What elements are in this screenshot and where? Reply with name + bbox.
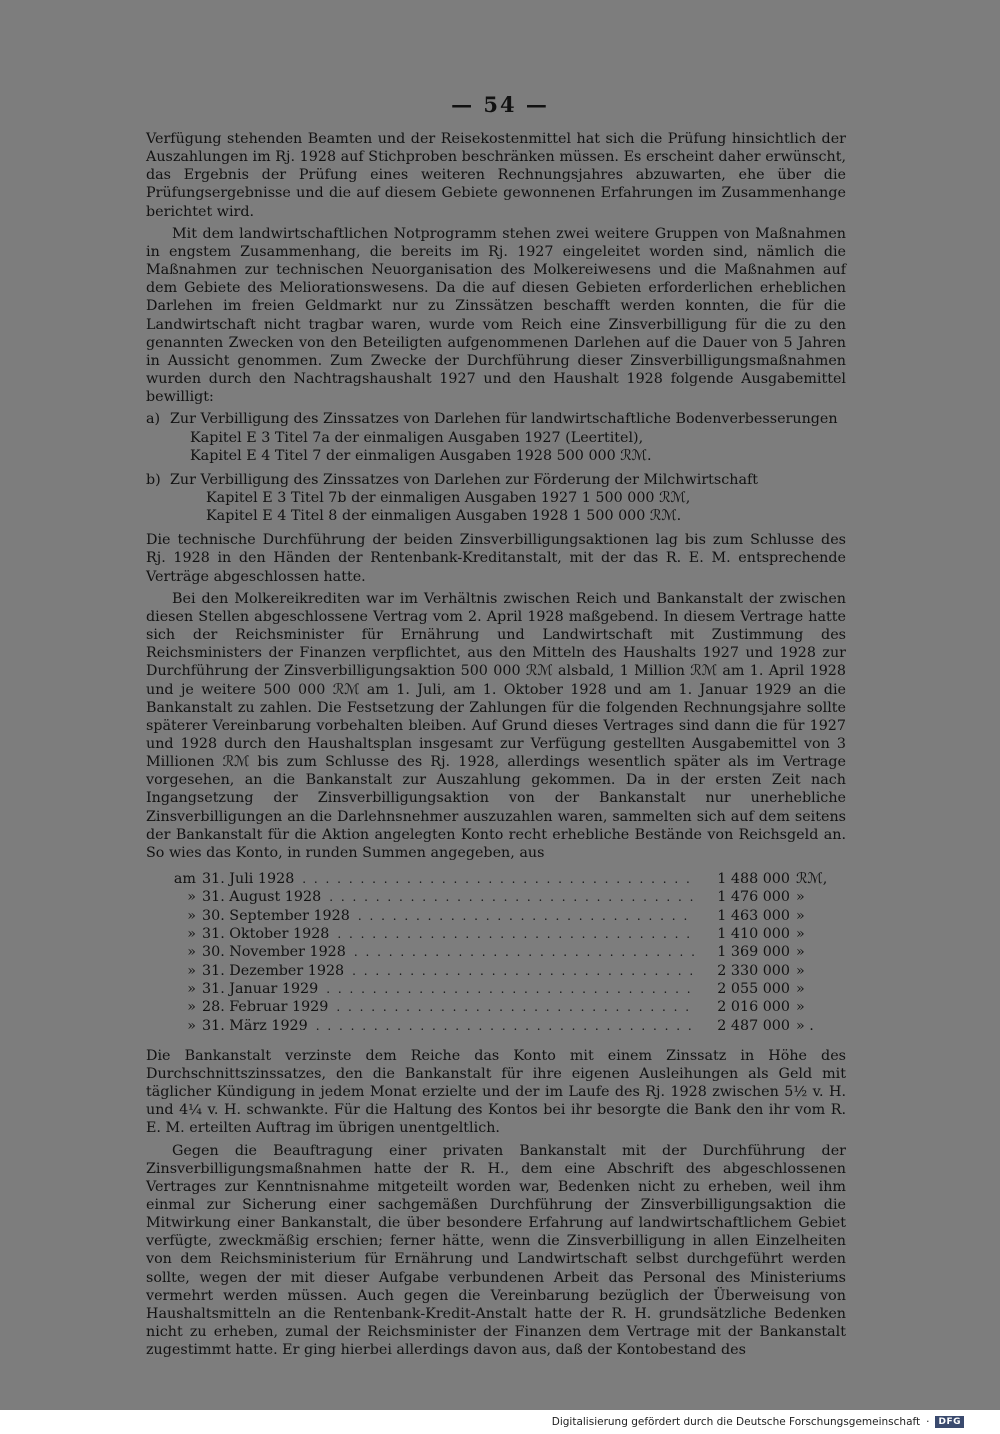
row-amount: 2 016 000: [717, 999, 790, 1016]
row-amount: 1 369 000: [717, 944, 790, 961]
list-line: Kapitel E 4 Titel 8 der einmaligen Ausgaben 1928 1 500 000 ℛℳ.: [206, 508, 682, 525]
credit-text: Digitalisierung gefördert durch die Deutsche Forschungsgemeinschaft: [551, 1416, 921, 1428]
list-item-a: [146, 410, 846, 464]
leader-dots: [337, 925, 694, 943]
row-unit: »: [796, 889, 805, 906]
row-prefix: »: [187, 999, 196, 1016]
row-amount: 1 476 000: [717, 889, 790, 906]
table-row: [146, 925, 846, 943]
list-item-b: [146, 471, 846, 525]
table-row: [146, 888, 846, 906]
leader-dots: [316, 1017, 694, 1035]
list-line: Kapitel E 4 Titel 7 der einmaligen Ausgaben 1928 500 000 ℛℳ.: [190, 447, 652, 464]
dfg-logo-icon: DFG: [935, 1416, 964, 1428]
row-prefix: am: [173, 871, 196, 888]
page-number: — 54 —: [451, 92, 549, 117]
paragraph: Die technische Durchführung der beiden Zinsverbilligungsaktionen lag bis zum Schlusse des Rj. 1928 in den Händen der Rentenbank-Kreditanstalt, mit der das R. E. M. entsprechende Verträge abgeschlossen hatte.: [146, 532, 846, 585]
row-amount: 2 055 000: [717, 980, 790, 997]
row-amount: 1 488 000: [717, 871, 790, 888]
row-date: 31. März 1929: [202, 1017, 308, 1034]
row-prefix: »: [187, 944, 196, 961]
row-unit: » .: [796, 1017, 814, 1034]
row-prefix: »: [187, 889, 196, 906]
row-prefix: »: [187, 907, 196, 924]
row-unit: »: [796, 980, 805, 997]
row-amount: 1 463 000: [717, 907, 790, 924]
table-row: [146, 962, 846, 980]
paragraph: Verfügung stehenden Beamten und der Reisekostenmittel hat sich die Prüfung hinsichtlich der Auszahlungen im Rj. 1928 auf Stichproben beschränken müssen. Es erscheint daher erwünscht, das Ergebnis der Prüfung eines weiteren Rechnungsjahres abzuwarten, ehe über die Prüfungsergebnisse und die auf diesem Gebiete gewonnenen Erfahrungen im Zusammenhange berichtet wird.: [146, 131, 846, 220]
row-prefix: »: [187, 980, 196, 997]
row-amount: 2 330 000: [717, 962, 790, 979]
leader-dots: [352, 962, 694, 980]
row-unit: »: [796, 962, 805, 979]
leader-dots: [336, 998, 694, 1016]
row-date: 31. Dezember 1928: [202, 962, 345, 979]
row-date: 30. November 1928: [202, 944, 346, 961]
paragraph: Bei den Molkereikrediten war im Verhältnis zwischen Reich und Bankanstalt der zwischen diesen Stellen abgeschlossene Vertrag vom 2. April 1928 maßgebend. In diesem Vertrage hatte sich der Reichsminister für Ernährung und Landwirtschaft mit Zustimmung des Reichsministers der Finanzen verpflichtet, aus den Mitteln des Haushalts 1927 und 1928 zur Durchführung der Zinsverbilligungsaktion 500 000 ℛℳ alsbald, 1 Million ℛℳ am 1. April 1928 und je weitere 500 000 ℛℳ am 1. Juli, am 1. Oktober 1928 und am 1. Januar 1929 an die Bankanstalt zu zahlen. Die Festsetzung der Zahlungen für die folgenden Rechnungsjahre sollte späterer Vereinbarung vorbehalten bleiben. Auf Grund dieses Vertrages sind dann die für 1927 und 1928 durch den Haushaltsplan insgesamt zur Verfügung gestellten Ausgabemittel von 3 Millionen ℛℳ bis zum Schlusse des Rj. 1928, allerdings wesentlich später als im Vertrage vorgesehen, an die Bankanstalt zur Auszahlung gekommen. Da in der ersten Zeit nach Ingangsetzung der Zinsverbilligungsaktion von der Bankanstalt nur unerhebliche Zinsverbilligungen an die Darlehnsnehmer auszuzahlen waren, sammelten sich auf dem seitens der Bankanstalt für die Aktion angelegten Konto recht erhebliche Bestände von Reichsgeld an. So wies das Konto, in runden Summen angegeben, aus: [146, 590, 846, 861]
row-prefix: »: [187, 962, 196, 979]
paragraph: Mit dem landwirtschaftlichen Notprogramm stehen zwei weitere Gruppen von Maßnahmen in engstem Zusammenhang, die bereits im Rj. 1927 eingeleitet worden sind, nämlich die Maßnahmen zur technischen Neuorganisation des Molkereiwesens und die Maßnahmen auf dem Gebiete des Meliorationswesens. Da die auf diesen Gebieten erforderlichen erheblichen Darlehen im freien Geldmarkt nur zu Zinssätzen beschafft werden konnten, die für die Landwirtschaft nicht tragbar waren, wurde vom Reich eine Zinsverbilligung für die zu den genannten Zwecken von den Beteiligten aufgenommenen Darlehen auf die Dauer von 5 Jahren in Aussicht genommen. Zum Zwecke der Durchführung dieser Zinsverbilligungsmaßnahmen wurden durch den Nachtragshaushalt 1927 und den Haushalt 1928 folgende Ausgabemittel bewilligt:: [146, 225, 846, 406]
list-label: a): [146, 411, 161, 428]
footer-credit: Digitalisierung gefördert durch die Deutsche Forschungsgemeinschaft · DFG: [552, 1416, 964, 1428]
row-amount: 2 487 000: [717, 1017, 790, 1034]
row-unit: »: [796, 944, 805, 961]
row-prefix: »: [187, 1017, 196, 1034]
list-label: b): [146, 471, 161, 488]
row-prefix: »: [187, 926, 196, 943]
row-date: 30. September 1928: [202, 907, 350, 924]
row-date: 31. Oktober 1928: [202, 926, 330, 943]
list-line: Kapitel E 3 Titel 7b der einmaligen Ausgaben 1927 1 500 000 ℛℳ,: [206, 489, 691, 506]
table-row: [146, 870, 846, 888]
table-row: [146, 998, 846, 1016]
paragraph: Gegen die Beauftragung einer privaten Bankanstalt mit der Durchführung der Zinsverbilligungsmaßnahmen hatte der R. H., dem eine Abschrift des abgeschlossenen Vertrages zur Kenntnisnahme mitgeteilt worden war, Bedenken nicht zu erheben, weil ihm einmal zur Sicherung einer sachgemäßen Durchführung der Zinsverbilligungsaktion die Mitwirkung einer Bankanstalt, die über besondere Erfahrung auf landwirtschaftlichem Gebiet verfügte, zweckmäßig erschien; ferner hätte, wenn die Zinsverbilligung in allen Einzelheiten von dem Reichsministerium für Ernährung und Landwirtschaft selbst durchgeführt werden sollte, wegen der mit dieser Aufgabe verbundenen Arbeit das Personal des Ministeriums vermehrt werden müssen. Auch gegen die Vereinbarung bezüglich der Überweisung von Haushaltsmitteln an die Rentenbank-Kredit-Anstalt hatte der R. H. grundsätzliche Bedenken nicht zu erheben, zumal der Reichsminister der Finanzen dem Vertrage mit der Bankanstalt zugestimmt hatte. Er ging hierbei allerdings davon aus, daß der Kontobestand des: [146, 1142, 846, 1359]
table-row: [146, 1016, 846, 1034]
row-unit: »: [796, 999, 805, 1016]
table-row: [146, 980, 846, 998]
leader-dots: [326, 980, 694, 998]
text-column: [146, 130, 846, 1363]
list-line: Zur Verbilligung des Zinssatzes von Darlehen zur Förderung der Milchwirtschaft: [170, 471, 759, 488]
row-date: 28. Februar 1929: [202, 999, 329, 1016]
list-line: Kapitel E 3 Titel 7a der einmaligen Ausgaben 1927 (Leertitel),: [190, 429, 644, 446]
account-balance-table: [146, 870, 846, 1035]
row-date: 31. Juli 1928: [202, 871, 295, 888]
row-unit: »: [796, 907, 805, 924]
row-date: 31. August 1928: [202, 889, 322, 906]
leader-dots: [329, 888, 694, 906]
row-unit: »: [796, 926, 805, 943]
row-unit: ℛℳ,: [796, 871, 828, 888]
table-row: [146, 943, 846, 961]
row-date: 31. Januar 1929: [202, 980, 319, 997]
list-line: Zur Verbilligung des Zinssatzes von Darlehen für landwirtschaftliche Bodenverbesserungen: [170, 411, 838, 428]
leader-dots: [302, 870, 694, 888]
table-row: [146, 907, 846, 925]
leader-dots: [354, 943, 694, 961]
leader-dots: [358, 907, 694, 925]
row-amount: 1 410 000: [717, 926, 790, 943]
paragraph: Die Bankanstalt verzinste dem Reiche das Konto mit einem Zinssatz in Höhe des Durchschnittszinssatzes, den die Bankanstalt für ihre eigenen Ausleihungen als Geld mit täglicher Kündigung in jedem Monat erzielte und der im Laufe des Rj. 1928 zwischen 5½ v. H. und 4¼ v. H. schwankte. Für die Haltung des Kontos bei ihr besorgte die Bank den ihr vom R. E. M. erteilten Auftrag im übrigen unentgeltlich.: [146, 1047, 846, 1137]
